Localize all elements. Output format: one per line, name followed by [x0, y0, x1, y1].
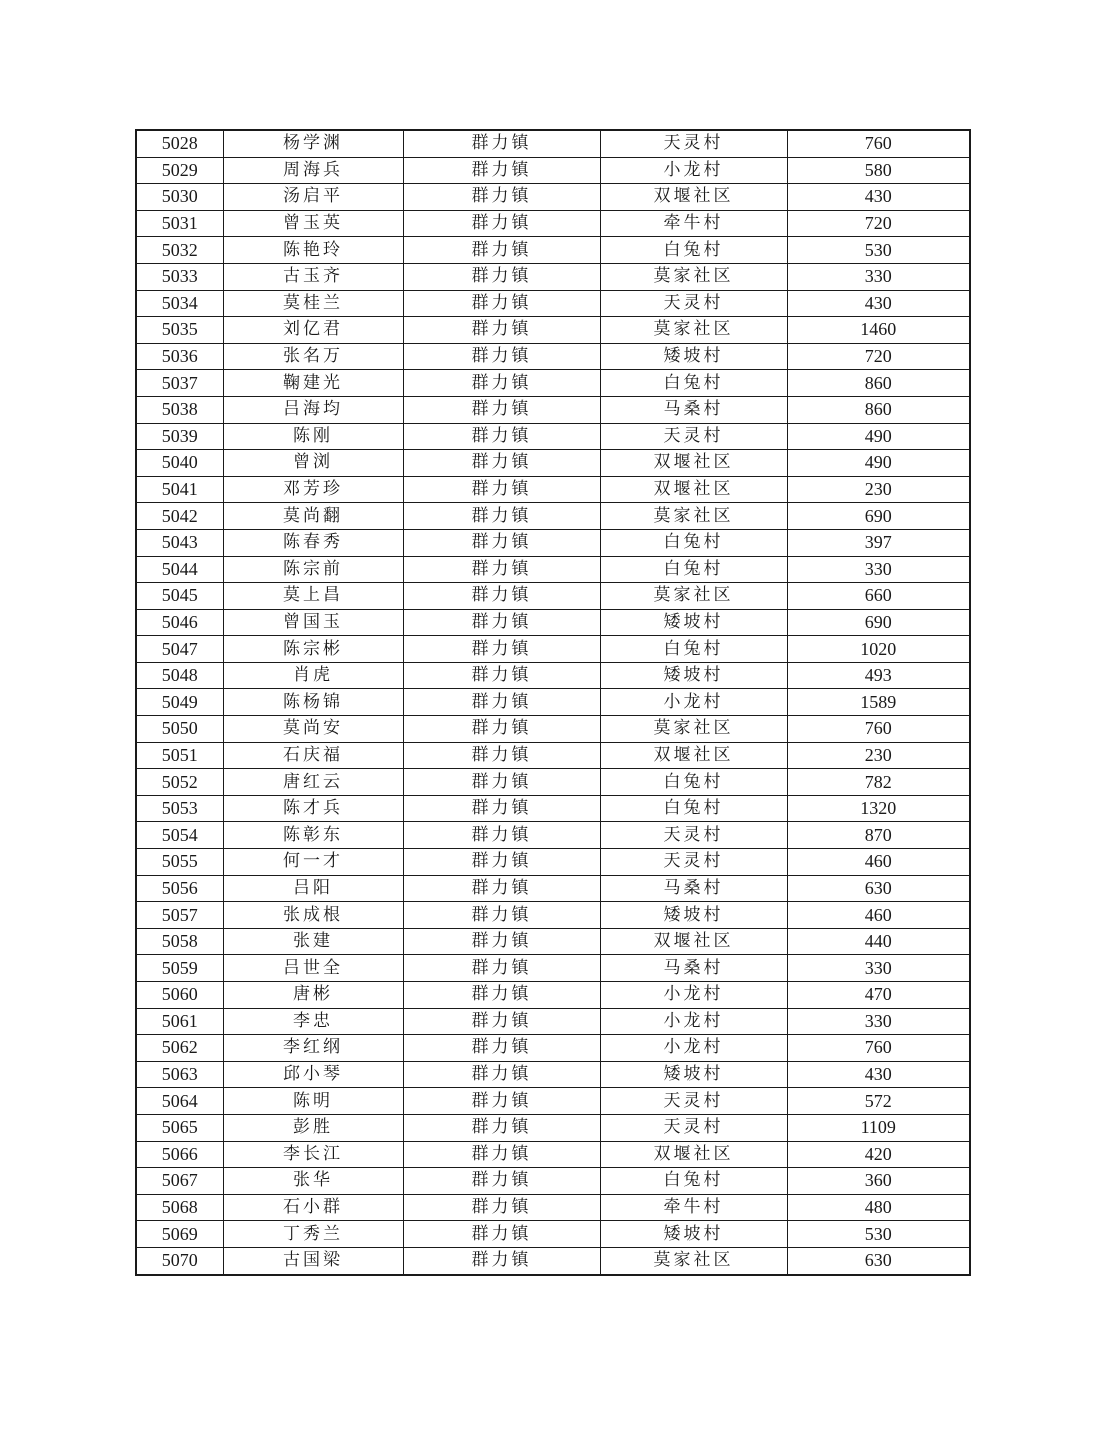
cell-village: 天灵村 — [600, 423, 787, 450]
cell-serial-number: 5029 — [136, 157, 223, 184]
cell-town: 群力镇 — [403, 1247, 600, 1274]
cell-town: 群力镇 — [403, 423, 600, 450]
cell-serial-number: 5057 — [136, 902, 223, 929]
cell-serial-number: 5035 — [136, 317, 223, 344]
cell-amount: 230 — [787, 476, 970, 503]
cell-serial-number: 5030 — [136, 184, 223, 211]
cell-person-name: 周海兵 — [223, 157, 403, 184]
table-row — [136, 875, 970, 902]
cell-amount: 690 — [787, 503, 970, 530]
cell-town: 群力镇 — [403, 982, 600, 1009]
cell-amount: 630 — [787, 875, 970, 902]
cell-town: 群力镇 — [403, 769, 600, 796]
cell-serial-number: 5048 — [136, 662, 223, 689]
cell-town: 群力镇 — [403, 609, 600, 636]
cell-serial-number: 5045 — [136, 583, 223, 610]
cell-serial-number: 5062 — [136, 1035, 223, 1062]
cell-serial-number: 5043 — [136, 529, 223, 556]
cell-person-name: 石庆福 — [223, 742, 403, 769]
cell-person-name: 陈艳玲 — [223, 237, 403, 264]
table-row — [136, 689, 970, 716]
table-row — [136, 290, 970, 317]
cell-person-name: 吕世全 — [223, 955, 403, 982]
table-row — [136, 503, 970, 530]
cell-town: 群力镇 — [403, 875, 600, 902]
cell-serial-number: 5054 — [136, 822, 223, 849]
cell-amount: 690 — [787, 609, 970, 636]
table-row — [136, 822, 970, 849]
cell-town: 群力镇 — [403, 928, 600, 955]
cell-serial-number: 5069 — [136, 1221, 223, 1248]
cell-amount: 360 — [787, 1168, 970, 1195]
cell-person-name: 肖虎 — [223, 662, 403, 689]
cell-village: 白兔村 — [600, 237, 787, 264]
cell-village: 马桑村 — [600, 396, 787, 423]
cell-person-name: 李忠 — [223, 1008, 403, 1035]
cell-town: 群力镇 — [403, 742, 600, 769]
table-row — [136, 396, 970, 423]
cell-village: 小龙村 — [600, 1008, 787, 1035]
cell-serial-number: 5063 — [136, 1061, 223, 1088]
table-row — [136, 529, 970, 556]
cell-person-name: 石小群 — [223, 1194, 403, 1221]
cell-amount: 490 — [787, 423, 970, 450]
cell-village: 天灵村 — [600, 849, 787, 876]
cell-village: 莫家社区 — [600, 1247, 787, 1274]
cell-amount: 430 — [787, 290, 970, 317]
cell-person-name: 吕阳 — [223, 875, 403, 902]
cell-village: 莫家社区 — [600, 263, 787, 290]
cell-person-name: 张建 — [223, 928, 403, 955]
cell-village: 马桑村 — [600, 955, 787, 982]
cell-village: 矮坡村 — [600, 343, 787, 370]
cell-serial-number: 5042 — [136, 503, 223, 530]
cell-serial-number: 5034 — [136, 290, 223, 317]
cell-town: 群力镇 — [403, 157, 600, 184]
cell-serial-number: 5058 — [136, 928, 223, 955]
cell-town: 群力镇 — [403, 716, 600, 743]
cell-serial-number: 5060 — [136, 982, 223, 1009]
cell-amount: 530 — [787, 1221, 970, 1248]
cell-town: 群力镇 — [403, 396, 600, 423]
cell-amount: 630 — [787, 1247, 970, 1274]
cell-village: 白兔村 — [600, 556, 787, 583]
cell-town: 群力镇 — [403, 1035, 600, 1062]
table-row — [136, 955, 970, 982]
cell-village: 天灵村 — [600, 822, 787, 849]
cell-village: 小龙村 — [600, 982, 787, 1009]
table-row — [136, 237, 970, 264]
table-row — [136, 157, 970, 184]
table-row — [136, 210, 970, 237]
cell-town: 群力镇 — [403, 822, 600, 849]
cell-town: 群力镇 — [403, 1168, 600, 1195]
cell-town: 群力镇 — [403, 689, 600, 716]
cell-town: 群力镇 — [403, 1141, 600, 1168]
cell-amount: 420 — [787, 1141, 970, 1168]
cell-serial-number: 5036 — [136, 343, 223, 370]
cell-serial-number: 5052 — [136, 769, 223, 796]
cell-serial-number: 5033 — [136, 263, 223, 290]
cell-town: 群力镇 — [403, 237, 600, 264]
cell-village: 矮坡村 — [600, 1221, 787, 1248]
cell-person-name: 莫尚翻 — [223, 503, 403, 530]
cell-amount: 230 — [787, 742, 970, 769]
table-row — [136, 982, 970, 1009]
cell-serial-number: 5070 — [136, 1247, 223, 1274]
roster-table-body — [136, 130, 970, 1275]
cell-town: 群力镇 — [403, 1088, 600, 1115]
cell-serial-number: 5038 — [136, 396, 223, 423]
cell-village: 矮坡村 — [600, 902, 787, 929]
table-row — [136, 1247, 970, 1274]
cell-serial-number: 5039 — [136, 423, 223, 450]
cell-village: 矮坡村 — [600, 662, 787, 689]
cell-village: 白兔村 — [600, 795, 787, 822]
cell-serial-number: 5066 — [136, 1141, 223, 1168]
cell-person-name: 李长江 — [223, 1141, 403, 1168]
cell-serial-number: 5049 — [136, 689, 223, 716]
cell-serial-number: 5041 — [136, 476, 223, 503]
table-row — [136, 1088, 970, 1115]
cell-person-name: 陈杨锦 — [223, 689, 403, 716]
cell-person-name: 古玉齐 — [223, 263, 403, 290]
cell-village: 莫家社区 — [600, 503, 787, 530]
cell-serial-number: 5044 — [136, 556, 223, 583]
cell-person-name: 莫尚安 — [223, 716, 403, 743]
cell-person-name: 曾玉英 — [223, 210, 403, 237]
cell-amount: 480 — [787, 1194, 970, 1221]
table-row — [136, 583, 970, 610]
cell-village: 莫家社区 — [600, 583, 787, 610]
cell-amount: 330 — [787, 1008, 970, 1035]
cell-village: 莫家社区 — [600, 317, 787, 344]
cell-serial-number: 5061 — [136, 1008, 223, 1035]
cell-amount: 760 — [787, 716, 970, 743]
cell-village: 小龙村 — [600, 157, 787, 184]
cell-amount: 460 — [787, 849, 970, 876]
table-row — [136, 130, 970, 157]
cell-amount: 530 — [787, 237, 970, 264]
cell-person-name: 张华 — [223, 1168, 403, 1195]
cell-village: 牵牛村 — [600, 1194, 787, 1221]
cell-town: 群力镇 — [403, 662, 600, 689]
cell-amount: 760 — [787, 1035, 970, 1062]
table-row — [136, 662, 970, 689]
cell-person-name: 邓芳珍 — [223, 476, 403, 503]
cell-amount: 330 — [787, 556, 970, 583]
cell-amount: 580 — [787, 157, 970, 184]
cell-town: 群力镇 — [403, 370, 600, 397]
cell-town: 群力镇 — [403, 636, 600, 663]
cell-person-name: 陈明 — [223, 1088, 403, 1115]
table-row — [136, 263, 970, 290]
cell-serial-number: 5051 — [136, 742, 223, 769]
cell-town: 群力镇 — [403, 476, 600, 503]
cell-town: 群力镇 — [403, 450, 600, 477]
cell-village: 天灵村 — [600, 1088, 787, 1115]
cell-person-name: 陈春秀 — [223, 529, 403, 556]
table-row — [136, 636, 970, 663]
cell-serial-number: 5047 — [136, 636, 223, 663]
cell-serial-number: 5031 — [136, 210, 223, 237]
cell-amount: 870 — [787, 822, 970, 849]
cell-village: 双堰社区 — [600, 742, 787, 769]
cell-town: 群力镇 — [403, 290, 600, 317]
table-row — [136, 1035, 970, 1062]
table-row — [136, 1114, 970, 1141]
cell-village: 双堰社区 — [600, 450, 787, 477]
cell-amount: 430 — [787, 1061, 970, 1088]
cell-village: 马桑村 — [600, 875, 787, 902]
table-row — [136, 1061, 970, 1088]
table-row — [136, 556, 970, 583]
cell-amount: 860 — [787, 396, 970, 423]
table-row — [136, 769, 970, 796]
cell-town: 群力镇 — [403, 795, 600, 822]
cell-person-name: 莫桂兰 — [223, 290, 403, 317]
cell-amount: 460 — [787, 902, 970, 929]
cell-town: 群力镇 — [403, 849, 600, 876]
cell-person-name: 何一才 — [223, 849, 403, 876]
cell-person-name: 古国梁 — [223, 1247, 403, 1274]
table-row — [136, 928, 970, 955]
cell-village: 矮坡村 — [600, 609, 787, 636]
table-row — [136, 1141, 970, 1168]
cell-serial-number: 5059 — [136, 955, 223, 982]
cell-town: 群力镇 — [403, 184, 600, 211]
cell-town: 群力镇 — [403, 1114, 600, 1141]
cell-amount: 430 — [787, 184, 970, 211]
cell-serial-number: 5046 — [136, 609, 223, 636]
cell-person-name: 张名万 — [223, 343, 403, 370]
cell-person-name: 汤启平 — [223, 184, 403, 211]
cell-serial-number: 5067 — [136, 1168, 223, 1195]
cell-person-name: 唐红云 — [223, 769, 403, 796]
cell-amount: 720 — [787, 210, 970, 237]
table-row — [136, 370, 970, 397]
cell-amount: 1109 — [787, 1114, 970, 1141]
table-row — [136, 423, 970, 450]
cell-amount: 470 — [787, 982, 970, 1009]
cell-amount: 660 — [787, 583, 970, 610]
cell-person-name: 曾浏 — [223, 450, 403, 477]
cell-village: 双堰社区 — [600, 476, 787, 503]
cell-person-name: 陈宗彬 — [223, 636, 403, 663]
cell-person-name: 丁秀兰 — [223, 1221, 403, 1248]
cell-serial-number: 5068 — [136, 1194, 223, 1221]
cell-amount: 330 — [787, 263, 970, 290]
cell-person-name: 张成根 — [223, 902, 403, 929]
table-row — [136, 476, 970, 503]
cell-village: 牵牛村 — [600, 210, 787, 237]
cell-town: 群力镇 — [403, 263, 600, 290]
cell-amount: 330 — [787, 955, 970, 982]
cell-village: 天灵村 — [600, 1114, 787, 1141]
cell-serial-number: 5055 — [136, 849, 223, 876]
table-row — [136, 716, 970, 743]
cell-serial-number: 5040 — [136, 450, 223, 477]
cell-person-name: 鞠建光 — [223, 370, 403, 397]
table-row — [136, 1221, 970, 1248]
cell-serial-number: 5065 — [136, 1114, 223, 1141]
table-row — [136, 450, 970, 477]
cell-person-name: 陈宗前 — [223, 556, 403, 583]
cell-town: 群力镇 — [403, 1194, 600, 1221]
cell-town: 群力镇 — [403, 343, 600, 370]
cell-village: 天灵村 — [600, 290, 787, 317]
cell-amount: 572 — [787, 1088, 970, 1115]
cell-amount: 1320 — [787, 795, 970, 822]
cell-amount: 397 — [787, 529, 970, 556]
cell-town: 群力镇 — [403, 210, 600, 237]
table-row — [136, 317, 970, 344]
cell-town: 群力镇 — [403, 902, 600, 929]
cell-village: 白兔村 — [600, 370, 787, 397]
cell-person-name: 李红纲 — [223, 1035, 403, 1062]
cell-serial-number: 5028 — [136, 130, 223, 157]
cell-amount: 860 — [787, 370, 970, 397]
cell-village: 双堰社区 — [600, 184, 787, 211]
cell-village: 双堰社区 — [600, 1141, 787, 1168]
cell-village: 白兔村 — [600, 636, 787, 663]
cell-amount: 782 — [787, 769, 970, 796]
roster-table — [135, 129, 971, 1276]
cell-town: 群力镇 — [403, 503, 600, 530]
cell-town: 群力镇 — [403, 130, 600, 157]
cell-town: 群力镇 — [403, 1061, 600, 1088]
cell-serial-number: 5053 — [136, 795, 223, 822]
cell-town: 群力镇 — [403, 955, 600, 982]
cell-amount: 490 — [787, 450, 970, 477]
cell-town: 群力镇 — [403, 556, 600, 583]
cell-serial-number: 5056 — [136, 875, 223, 902]
cell-person-name: 陈彰东 — [223, 822, 403, 849]
cell-person-name: 彭胜 — [223, 1114, 403, 1141]
cell-person-name: 杨学渊 — [223, 130, 403, 157]
table-row — [136, 849, 970, 876]
cell-village: 白兔村 — [600, 529, 787, 556]
table-row — [136, 1168, 970, 1195]
cell-village: 双堰社区 — [600, 928, 787, 955]
cell-town: 群力镇 — [403, 529, 600, 556]
cell-person-name: 邱小琴 — [223, 1061, 403, 1088]
cell-serial-number: 5032 — [136, 237, 223, 264]
cell-person-name: 曾国玉 — [223, 609, 403, 636]
cell-town: 群力镇 — [403, 1221, 600, 1248]
cell-village: 白兔村 — [600, 1168, 787, 1195]
cell-serial-number: 5037 — [136, 370, 223, 397]
cell-person-name: 刘亿君 — [223, 317, 403, 344]
table-row — [136, 184, 970, 211]
cell-village: 矮坡村 — [600, 1061, 787, 1088]
cell-amount: 493 — [787, 662, 970, 689]
cell-amount: 1460 — [787, 317, 970, 344]
table-row — [136, 1008, 970, 1035]
cell-amount: 1020 — [787, 636, 970, 663]
table-row — [136, 343, 970, 370]
cell-town: 群力镇 — [403, 317, 600, 344]
cell-serial-number: 5050 — [136, 716, 223, 743]
cell-amount: 1589 — [787, 689, 970, 716]
cell-village: 小龙村 — [600, 1035, 787, 1062]
table-row — [136, 1194, 970, 1221]
cell-person-name: 陈刚 — [223, 423, 403, 450]
table-row — [136, 742, 970, 769]
cell-village: 小龙村 — [600, 689, 787, 716]
cell-town: 群力镇 — [403, 1008, 600, 1035]
cell-person-name: 莫上昌 — [223, 583, 403, 610]
cell-person-name: 吕海均 — [223, 396, 403, 423]
table-row — [136, 902, 970, 929]
cell-amount: 760 — [787, 130, 970, 157]
cell-town: 群力镇 — [403, 583, 600, 610]
cell-village: 白兔村 — [600, 769, 787, 796]
cell-amount: 720 — [787, 343, 970, 370]
table-row — [136, 795, 970, 822]
table-row — [136, 609, 970, 636]
cell-person-name: 唐彬 — [223, 982, 403, 1009]
cell-amount: 440 — [787, 928, 970, 955]
cell-serial-number: 5064 — [136, 1088, 223, 1115]
cell-person-name: 陈才兵 — [223, 795, 403, 822]
cell-village: 莫家社区 — [600, 716, 787, 743]
cell-village: 天灵村 — [600, 130, 787, 157]
